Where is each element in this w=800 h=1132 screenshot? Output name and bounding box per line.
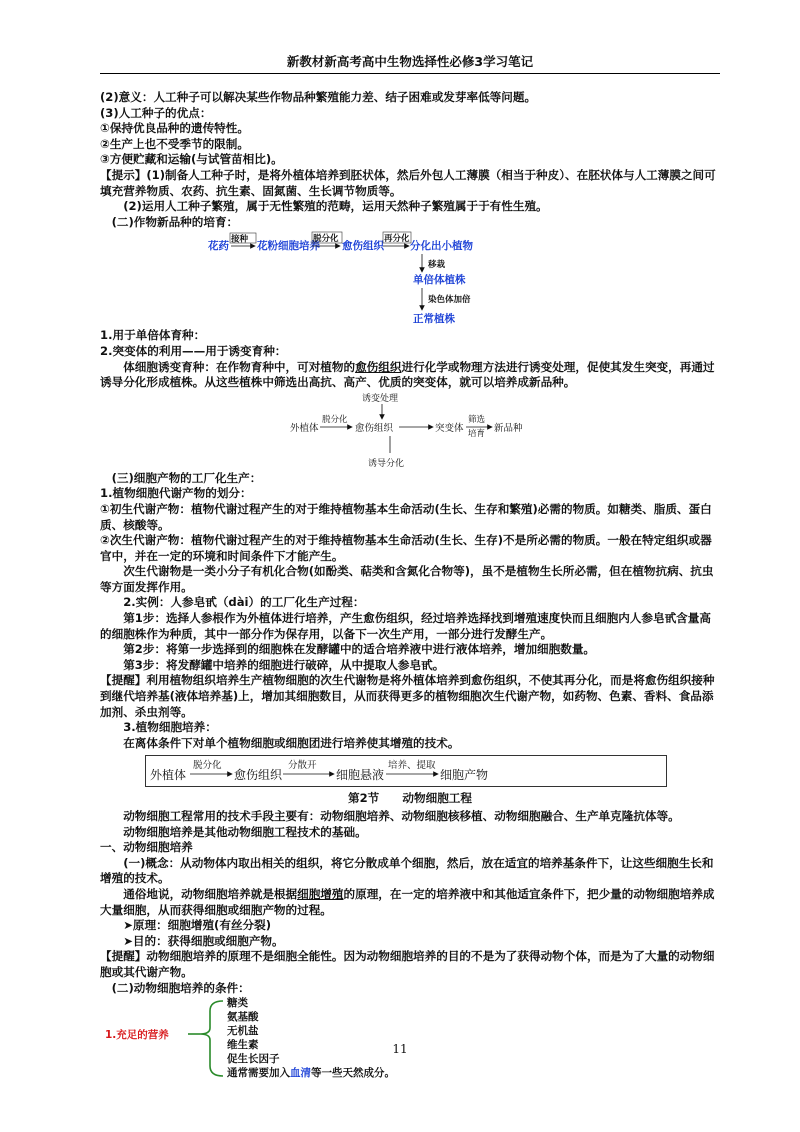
paragraph: 1.用于单倍体育种：	[100, 328, 206, 343]
paragraph: 在离体条件下对单个植物细胞或细胞团进行培养使其增殖的技术。	[123, 735, 460, 750]
tip-paragraph: 【提醒】利用植物组织培养生产植物细胞的次生代谢物是将外植体培养到愈伤组织，不使其再分化，而是将愈伤组织接种到继代培养基(液体培养基)上，增加其细胞数目，从而获得更多的植物细胞次生代谢产物，如药物、色素、香料、食品添加剂、杀虫剂等。	[100, 673, 715, 719]
nutrition-item: 糖类	[227, 997, 248, 1010]
paragraph: (3)人工种子的优点：	[100, 105, 212, 120]
underlined-term: 愈伤组织	[355, 359, 402, 374]
paragraph: 第1步：选择人参根作为外植体进行培养，产生愈伤组织，经过培养选择找到增殖速度快而且细胞内人参皂甙含量高的细胞株作为种质，其中一部分作为保存用，以备下一次生产用，一部分进行发酵生产。	[100, 611, 711, 641]
paragraph: ➤原理：细胞增殖(有丝分裂)	[123, 918, 272, 933]
paragraph: 次生代谢物是一类小分子有机化合物(如酚类、萜类和含氮化合物等)，虽不是植物生长所必需，但在植物抗病、抗虫等方面发挥作用。	[100, 564, 714, 594]
plant-cell-culture-flow	[145, 755, 667, 787]
paragraph: (2)意义：人工种子可以解决某些作物品种繁殖能力差、结子困难或发芽率低等问题。	[100, 90, 537, 104]
flow1-node-anther: 花药	[208, 240, 229, 253]
flow2-edge-dedifferentiation: 脱分化	[322, 414, 348, 425]
mutation-breeding-flow	[100, 391, 720, 471]
flow1-edge-dedifferentiation: 脱分化	[313, 234, 339, 245]
haploid-breeding-flow	[100, 230, 720, 328]
flow2-node-callus: 愈伤组织	[355, 422, 394, 434]
flow3-node-suspension: 细胞悬液	[336, 768, 385, 783]
paragraph: 1.植物细胞代谢产物的划分：	[100, 486, 252, 501]
flow1-node-pollen-culture: 花粉细胞培养	[257, 240, 320, 253]
subheading: (三)细胞产物的工厂化生产：	[111, 470, 262, 485]
nutrition-serum-line: 通常需要加入血清等一些天然成分。	[227, 1067, 395, 1080]
paragraph: ②生产上也不受季节的限制。	[100, 136, 249, 151]
flow1-edge-transplant: 移栽	[428, 260, 446, 271]
flow1-node-normal-plant: 正常植株	[413, 313, 455, 326]
subheading: (二)作物新品种的培育：	[111, 214, 239, 229]
text-span: 进行化学或物理方法进行诱变处理，促使其发生突变，再通过诱导分化形成植株。从这些植株中筛选出高抗、高产、优质的突变体，就可以培养成新品种。	[100, 359, 715, 390]
nutrition-item: 氨基酸	[227, 1011, 259, 1024]
text-span: 通俗地说，动物细胞培养就是根据	[123, 886, 298, 901]
flow2-node-explant: 外植体	[290, 422, 319, 434]
flow2-edge-screen: 筛选	[468, 414, 486, 425]
paragraph: 动物细胞工程常用的技术手段主要有：动物细胞培养、动物细胞核移植、动物细胞融合、生产单克隆抗体等。	[123, 809, 680, 823]
flow3-node-explant: 外植体	[150, 768, 187, 783]
paragraph: 3.植物细胞培养：	[123, 720, 217, 735]
flow2-bottom-induced-differentiation: 诱导分化	[368, 458, 405, 469]
text-span: 体细胞诱变育种：在作物育种中，可对植物的	[123, 359, 356, 374]
paragraph: (一)概念：从动物体内取出相关的组织，将它分散成单个细胞，然后，放在适宜的培养基条件下，让这些细胞生长和增殖的技术。	[100, 855, 714, 886]
flow2-top-mutagenesis: 诱变处理	[362, 393, 399, 404]
paragraph: ③方便贮藏和运输(与试管苗相比)。	[100, 152, 283, 167]
flow1-node-haploid: 单倍体植株	[413, 274, 466, 287]
page-header: 新教材新高考高中生物选择性必修3学习笔记	[100, 52, 720, 74]
nutrition-item: 促生长因子	[227, 1053, 280, 1066]
flow3-edge-culture-extract: 培养、提取	[388, 760, 436, 772]
page-number: 11	[392, 1042, 408, 1056]
text-span: 的原理，在一定的培养液中和其他适宜条件下，把少量的动物细胞培养成大量细胞，从而获得细胞或细胞产物的过程。	[100, 886, 715, 917]
flow1-node-plantlet: 分化出小植物	[410, 240, 473, 253]
flow1-node-callus: 愈伤组织	[342, 240, 384, 253]
flow1-edge-doubling: 染色体加倍	[428, 295, 471, 306]
nutrition-label: 1.充足的营养	[105, 1029, 169, 1042]
paragraph: ②次生代谢产物：植物代谢过程产生的对于维持植物基本生命活动(生长、生存)不是所必需的物质。一般在特定组织或器官中，并在一定的环境和时间条件下才能产生。	[100, 533, 712, 563]
flow3-edge-dedifferentiation: 脱分化	[193, 760, 222, 772]
paragraph: ①初生代谢产物：植物代谢过程产生的对于维持植物基本生命活动(生长、生存和繁殖)必需的物质。如糖类、脂质、蛋白质、核酸等。	[100, 501, 712, 532]
page-content	[100, 90, 720, 1081]
underlined-term: 细胞增殖	[297, 886, 344, 901]
paragraph	[100, 360, 720, 391]
nutrition-item: 维生素	[227, 1039, 259, 1052]
flow1-edge-redifferentiation: 再分化	[384, 234, 410, 245]
paragraph: ➤目的：获得细胞或细胞产物。	[123, 933, 284, 948]
paragraph: 2.实例：人参皂甙（dài）的工厂化生产过程：	[123, 595, 365, 610]
tip-paragraph: 【提示】(1)制备人工种子时，是将外植体培养到胚状体，然后外包人工薄膜（相当于种皮）、在胚状体与人工薄膜之间可填充营养物质、农药、抗生素、固氮菌、生长调节物质等。	[100, 167, 716, 198]
section-title: 第2节 动物细胞工程	[347, 791, 472, 806]
paragraph: 第2步：将第一步选择到的细胞株在发酵罐中的适合培养液中进行液体培养，增加细胞数量。	[123, 642, 596, 657]
flow2-edge-cultivate: 培育	[468, 428, 486, 439]
flow1-edge-inoculate: 接种	[231, 234, 249, 245]
nutrition-item: 无机盐	[227, 1025, 259, 1038]
nutrition-brace-diagram	[100, 996, 720, 1081]
paragraph: 2.突变体的利用——用于诱变育种：	[100, 343, 287, 358]
paragraph	[100, 887, 720, 918]
flow2-node-new-variety: 新品种	[494, 422, 523, 434]
paragraph: 动物细胞培养是其他动物细胞工程技术的基础。	[123, 824, 367, 839]
tip-paragraph: 【提醒】动物细胞培养的原理不是细胞全能性。因为动物细胞培养的目的不是为了获得动物个体，而是为了大量的动物细胞或其代谢产物。	[100, 949, 715, 979]
flow3-node-callus: 愈伤组织	[234, 768, 283, 783]
flow2-node-mutant: 突变体	[435, 422, 464, 434]
paragraph: ①保持优良品种的遗传特性。	[100, 121, 249, 136]
subheading: (二)动物细胞培养的条件：	[111, 980, 250, 995]
flow3-node-cell-product: 细胞产物	[440, 768, 489, 783]
paragraph: 第3步：将发酵罐中培养的细胞进行破碎，从中提取人参皂甙。	[123, 657, 445, 672]
flow3-edge-disperse: 分散开	[288, 760, 317, 772]
paragraph: (2)运用人工种子繁殖，属于无性繁殖的范畴，运用天然种子繁殖属于于有性生殖。	[123, 199, 548, 214]
brace-icon	[200, 1001, 223, 1076]
heading: 一、动物细胞培养	[100, 840, 193, 855]
